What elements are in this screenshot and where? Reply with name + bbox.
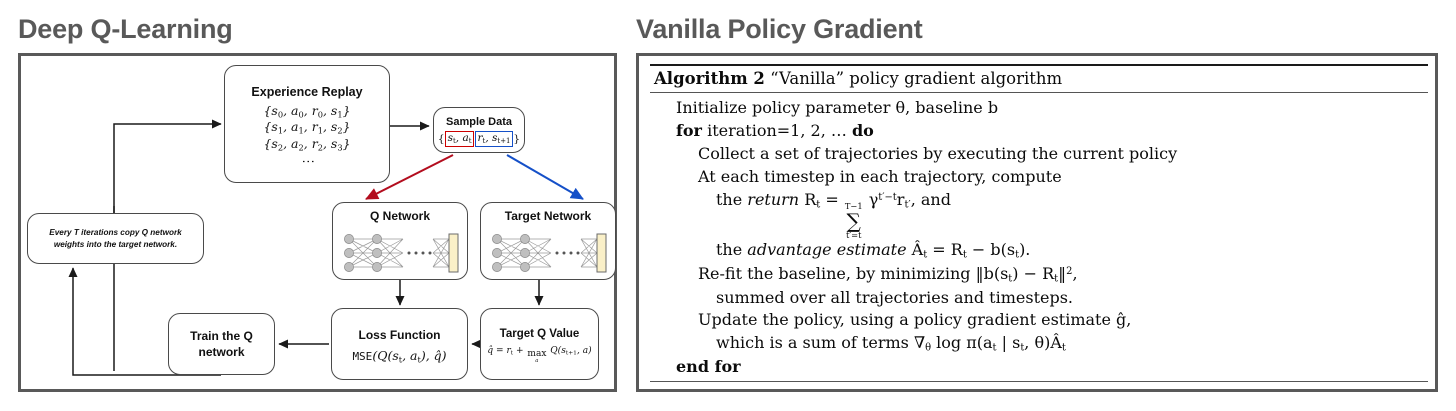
target-network-title: Target Network bbox=[504, 209, 592, 224]
algorithm-line-5: the return Rt = T−1 ∑ t′=t $\gamma^{t'-t}rt'$, and bbox=[716, 189, 951, 240]
replay-tuple-2: {$s_1$, $a_1$, $r_1$, $s_2$} bbox=[263, 119, 351, 136]
algorithm-caption bbox=[650, 66, 1428, 92]
target-q-value-formula: q̂ = $r_t$ + max a $Q(s_{t+1}$, a) bbox=[487, 346, 592, 365]
target-q-value-title: Target Q Value bbox=[499, 328, 580, 341]
experience-replay-title: Experience Replay bbox=[251, 85, 363, 100]
algorithm-caption-text: “Vanilla” policy gradient algorithm bbox=[770, 69, 1063, 88]
q-network-title: Q Network bbox=[369, 209, 430, 224]
sample-data-tuple bbox=[438, 131, 520, 147]
algorithm-line-8: summed over all trajectories and timesteps. bbox=[716, 287, 1073, 307]
replay-tuple-1: {$s_0$, $a_0$, $r_0$, $s_1$} bbox=[263, 102, 351, 120]
algorithm-block bbox=[650, 64, 1428, 384]
neural-network-icon bbox=[485, 229, 611, 277]
brace-open: { bbox=[437, 132, 445, 145]
vanilla-policy-gradient-panel bbox=[636, 53, 1438, 392]
page-title-deep-q-learning: Deep Q-Learning bbox=[18, 14, 233, 44]
train-line-1: Train the Q bbox=[190, 328, 253, 343]
deep-q-learning-panel bbox=[18, 53, 617, 392]
reward-nextstate-tag: $r_t$, $s_{t+1}$ bbox=[475, 131, 513, 147]
copy-weights-line-2: weights into the target network. bbox=[53, 239, 178, 249]
algorithm-line-10: which is a sum of terms ∇θ log π(at | st, θ)Ât bbox=[716, 333, 1066, 354]
target-network-node bbox=[480, 202, 616, 280]
loss-function-formula: $MSE(Q(s_t$, $a_t$), q̂) bbox=[352, 347, 447, 364]
algorithm-line-2: for iteration=1, 2, … do bbox=[676, 120, 874, 140]
algorithm-line-1: Initialize policy parameter θ, baseline b bbox=[676, 98, 999, 117]
sample-data-title: Sample Data bbox=[445, 116, 513, 129]
neural-network-icon bbox=[337, 229, 463, 277]
loss-function-title: Loss Function bbox=[358, 327, 441, 342]
algorithm-line-9: Update the policy, using a policy gradient estimate ĝ, bbox=[698, 310, 1132, 330]
experience-replay-node bbox=[224, 65, 390, 183]
algorithm-line-4: At each timestep in each trajectory, compute bbox=[698, 166, 1062, 186]
replay-ellipsis: ⋮ bbox=[299, 155, 315, 169]
replay-tuple-3: {$s_2$, $a_2$, $r_2$, $s_3$} bbox=[263, 135, 351, 153]
train-line-2: network bbox=[198, 345, 245, 359]
sample-data-node bbox=[433, 107, 525, 153]
page-title-vanilla-policy-gradient: Vanilla Policy Gradient bbox=[636, 14, 923, 44]
state-action-tag: $s_t$, $a_t$ bbox=[445, 131, 474, 147]
train-q-network-node bbox=[168, 313, 275, 375]
loss-function-node bbox=[331, 308, 468, 380]
q-network-node bbox=[332, 202, 468, 280]
algorithm-label: Algorithm 2 bbox=[654, 69, 765, 88]
algorithm-bottom-rule bbox=[650, 381, 1428, 382]
algorithm-line-3: Collect a set of trajectories by executing the current policy bbox=[698, 143, 1178, 163]
algorithm-line-7: Re-fit the baseline, by minimizing ‖b(st) − Rt‖$^2$, bbox=[698, 263, 1078, 285]
copy-weights-line-1: Every T iterations copy Q network bbox=[49, 227, 182, 237]
algorithm-body bbox=[650, 93, 1428, 381]
copy-weights-note bbox=[27, 213, 204, 264]
target-q-value-node bbox=[480, 308, 599, 380]
algorithm-line-11: end for bbox=[676, 357, 741, 377]
algorithm-line-6: the advantage estimate Ât = Rt − b(st). bbox=[716, 240, 1031, 261]
brace-close: } bbox=[513, 132, 521, 145]
